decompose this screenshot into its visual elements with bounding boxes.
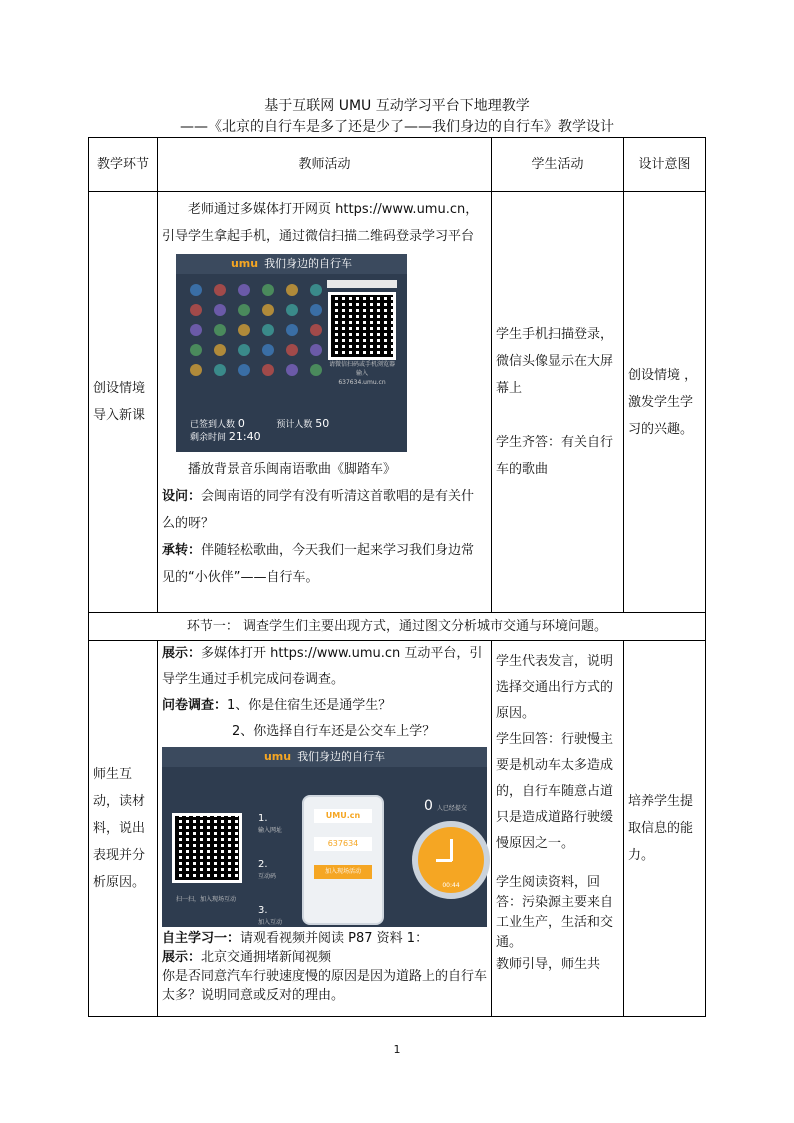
qr-card xyxy=(327,280,397,384)
avatar-dot xyxy=(238,344,250,356)
show-text: 多媒体打开 https://www.umu.cn 互动平台，引导学生通过手机完成问卷调查。 xyxy=(162,646,483,687)
student-cell xyxy=(492,641,624,1017)
music-line: 播放背景音乐闽南语歌曲《脚踏车》 xyxy=(188,462,397,477)
stat-label: 已签到人数 xyxy=(190,420,236,430)
self-study-line xyxy=(162,929,487,948)
survey-q1: 1、你是住宿生还是通学生？ xyxy=(227,698,392,713)
teacher-cell xyxy=(158,192,492,613)
qr-code-icon xyxy=(172,813,242,883)
screen-title-bar xyxy=(176,254,407,274)
step-number: 3. xyxy=(258,905,268,916)
avatar-dot xyxy=(214,324,226,336)
avatar-dot xyxy=(310,344,322,356)
qr-url: 637634.umu.cn xyxy=(338,379,386,386)
stat-value: 50 xyxy=(315,417,330,430)
umu-join-screenshot xyxy=(162,747,487,927)
phone-join-button: 加入现场活动 xyxy=(314,865,372,879)
avatar-dot xyxy=(214,364,226,376)
step-label: 加入互动 xyxy=(258,919,283,926)
page-number: 1 xyxy=(393,1043,401,1056)
step-label: 互动码 xyxy=(258,873,277,880)
avatar-dot xyxy=(238,304,250,316)
lesson-plan-table xyxy=(88,137,706,1017)
intent-cell: 创设情境 ，激发学生学习的兴趣。 xyxy=(624,192,706,613)
show2-line xyxy=(162,948,487,967)
avatar-dot xyxy=(310,324,322,336)
header-teacher: 教师活动 xyxy=(158,138,492,192)
avatar-dot xyxy=(310,284,322,296)
student-activity: 学生回答：行驶慢主要是机动车太多造成的，自行车随意占道只是造成道路行驶缓慢原因之一。 xyxy=(496,732,614,851)
show-label: 展示： xyxy=(162,646,202,661)
table-row xyxy=(89,192,706,613)
transition-text: 伴随轻松歌曲，今天我们一起来学习我们身边常见的“小伙伴”——自行车。 xyxy=(162,543,475,585)
show2-text: 北京交通拥堵新闻视频 xyxy=(201,950,332,965)
phone-mockup xyxy=(302,795,384,925)
avatar-dot xyxy=(286,364,298,376)
avatar-dot xyxy=(190,364,202,376)
question-text: 会闽南语的同学有没有听清这首歌唱的是有关什么的呀？ xyxy=(162,489,475,531)
avatar-dot xyxy=(238,324,250,336)
header-row xyxy=(89,138,706,192)
umu-logo: umu xyxy=(263,750,292,763)
student-activity: 学生阅读资料，回答：污染源主要来自工业生产，生活和交通。 xyxy=(496,875,614,950)
teacher-intro: 老师通过多媒体打开网页 https://www.umu.cn，引导学生拿起手机，通过微信扫描二维码登录学习平台 xyxy=(162,202,479,244)
avatar-dot xyxy=(286,304,298,316)
avatar-dot xyxy=(286,344,298,356)
avatar-dot xyxy=(238,284,250,296)
table-row xyxy=(89,641,706,1017)
header-intent: 设计意图 xyxy=(624,138,706,192)
avatar-dot xyxy=(262,324,274,336)
section-row xyxy=(89,613,706,641)
stage-cell: 师生互动，读材料，说出表现并分析原因。 xyxy=(89,641,158,1017)
avatar-dot xyxy=(190,344,202,356)
avatar-dot xyxy=(214,304,226,316)
submission-count: 0 xyxy=(424,798,433,814)
qr-caption: 请微信扫码或手机浏览器输入 xyxy=(328,361,395,377)
screen-title: 我们身边的自行车 xyxy=(264,257,353,270)
avatar-dot xyxy=(262,304,274,316)
stat-label: 预计人数 xyxy=(276,420,313,430)
avatar-dot xyxy=(262,364,274,376)
clock-time: 00:44 xyxy=(442,882,460,889)
intent-cell: 培养学生提取信息的能力。 xyxy=(624,641,706,1017)
show-line xyxy=(162,641,487,693)
stat-label: 剩余时间 xyxy=(190,433,227,443)
stage-cell: 创设情境导入新课 xyxy=(89,192,158,613)
stat-value: 0 xyxy=(237,417,245,430)
step-number: 2. xyxy=(258,859,268,870)
header-student: 学生活动 xyxy=(492,138,624,192)
umu-logo: umu xyxy=(230,257,259,270)
avatar-dot xyxy=(262,344,274,356)
clock-icon xyxy=(412,821,490,899)
self-study-label: 自主学习一： xyxy=(162,931,241,946)
qr-card-header xyxy=(327,280,397,288)
qr-caption: 扫一扫，加入现场互动 xyxy=(176,896,237,903)
header-stage: 教学环节 xyxy=(89,138,158,192)
qr-code-icon xyxy=(328,292,396,360)
phone-site: UMU.cn xyxy=(314,809,372,823)
submission-counter xyxy=(424,793,467,822)
survey-q2: 2、你选择自行车还是公交车上学？ xyxy=(232,724,436,739)
student-activity: 教师引导，师生共 xyxy=(496,957,601,972)
show2-label: 展示： xyxy=(162,950,202,965)
avatar-dot xyxy=(214,284,226,296)
signin-stats xyxy=(190,418,329,444)
teacher-cell xyxy=(158,641,492,1017)
student-cell xyxy=(492,192,624,613)
avatar-dot xyxy=(190,284,202,296)
step-number: 1. xyxy=(258,813,268,824)
screen-title: 我们身边的自行车 xyxy=(297,750,386,763)
screen-title-bar xyxy=(162,747,487,767)
question-line xyxy=(162,483,487,537)
section-heading: 环节一： 调查学生们主要出现方式，通过图文分析城市交通与环境问题。 xyxy=(89,613,706,641)
question-label: 设问： xyxy=(162,489,202,504)
avatar-dot xyxy=(262,284,274,296)
step-label: 输入网址 xyxy=(258,827,283,834)
avatar-dot xyxy=(286,324,298,336)
student-activity: 学生手机扫描登录，微信头像显示在大屏幕上 xyxy=(496,327,614,396)
avatar-dot xyxy=(310,304,322,316)
stat-value: 21:40 xyxy=(228,430,261,443)
avatar-dot xyxy=(190,304,202,316)
self-study-text: 请观看视频并阅读 P87 资料 1： xyxy=(240,931,429,946)
avatar-grid xyxy=(190,284,340,376)
avatar-dot xyxy=(214,344,226,356)
avatar-dot xyxy=(190,324,202,336)
student-activity: 学生齐答：有关自行车的歌曲 xyxy=(496,435,614,477)
phone-code: 637634 xyxy=(314,837,372,851)
transition-line xyxy=(162,537,487,591)
umu-signin-screenshot xyxy=(176,254,407,452)
student-activity: 学生代表发言，说明选择交通出行方式的原因。 xyxy=(496,654,614,721)
doc-title: 基于互联网 UMU 互动学习平台下地理教学 xyxy=(264,98,530,114)
avatar-dot xyxy=(238,364,250,376)
transition-label: 承转： xyxy=(162,543,202,558)
doc-subtitle: ——《北京的自行车是多了还是少了——我们身边的自行车》教学设计 xyxy=(180,119,614,135)
avatar-dot xyxy=(310,364,322,376)
join-steps xyxy=(258,813,282,951)
submission-label: 人已经提交 xyxy=(436,805,467,812)
discussion-question: 你是否同意汽车行驶速度慢的原因是因为道路上的自行车太多？说明同意或反对的理由。 xyxy=(162,969,488,1003)
avatar-dot xyxy=(286,284,298,296)
survey-line xyxy=(162,693,487,719)
survey-label: 问卷调查： xyxy=(162,698,228,713)
